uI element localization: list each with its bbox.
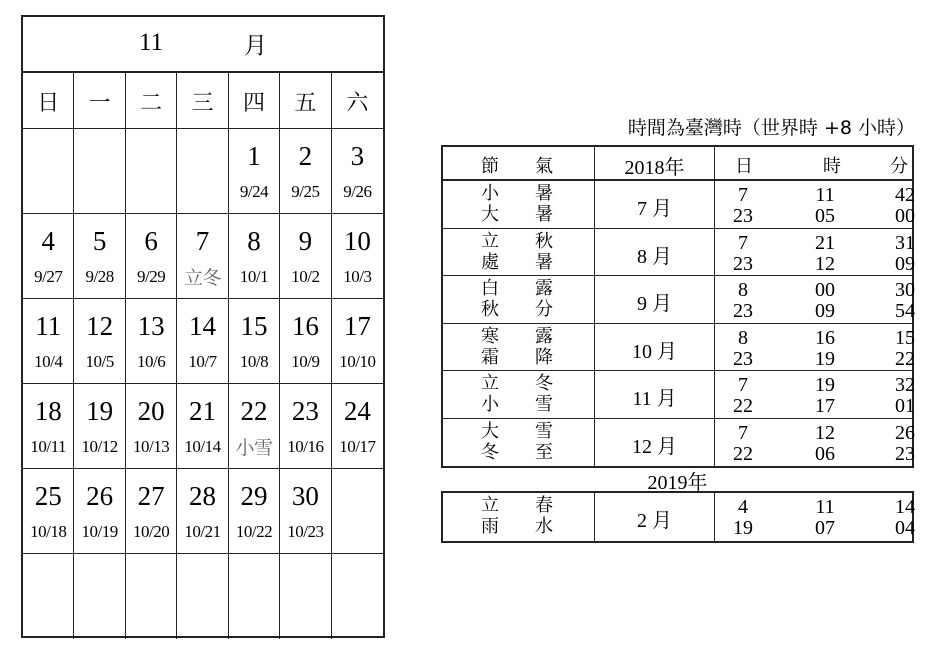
day-number: 11: [35, 311, 62, 341]
term-char: 冬: [481, 441, 499, 463]
day-value: 8: [738, 326, 748, 349]
hour-value: 17: [815, 395, 835, 417]
calendar-month-header: [23, 17, 383, 73]
day-cell: [280, 214, 331, 298]
day-number: 17: [343, 311, 371, 341]
header-term-b: 氣: [535, 156, 553, 177]
term-char: 雨: [481, 516, 499, 537]
term-char: 水: [535, 516, 553, 537]
day-value: 23: [733, 300, 753, 322]
hour-value: 16: [815, 326, 835, 349]
term-name: [481, 348, 553, 368]
day-cell: [280, 554, 331, 639]
day-cell: [74, 214, 125, 298]
minute-value: 31: [895, 231, 915, 254]
term-name: [481, 496, 553, 516]
day-cell: [126, 129, 177, 213]
time-cell: [715, 371, 915, 418]
term-char: 白: [481, 278, 499, 299]
term-char: 霜: [481, 346, 499, 368]
term-char: 小: [481, 183, 499, 204]
term-char: 立: [481, 230, 499, 252]
lunar-date: 10/9: [291, 352, 320, 371]
table-row: [443, 229, 915, 277]
lunar-date: 9/26: [343, 182, 372, 201]
day-cell: [332, 469, 383, 553]
day-value: 4: [738, 496, 748, 518]
day-value: 7: [738, 421, 748, 444]
minute-value: 22: [895, 347, 915, 370]
week-row: [23, 384, 383, 469]
month-value: 8 月: [637, 245, 672, 268]
weekday-cell: [332, 73, 383, 128]
day-cell: [177, 384, 228, 468]
day-cell: [74, 129, 125, 213]
hour-value: 00: [815, 279, 835, 301]
day-number: 23: [291, 396, 319, 426]
day-value: 22: [733, 442, 753, 465]
month-cell: [595, 419, 715, 467]
minute-value: 04: [895, 517, 915, 539]
day-value: 22: [733, 395, 753, 417]
term-char: 冬: [535, 373, 553, 394]
weekday-label: 日: [37, 91, 60, 116]
day-cell: [229, 129, 280, 213]
hour-value: 05: [815, 205, 835, 227]
lunar-date: 10/18: [30, 522, 67, 541]
term-char: 秋: [481, 299, 499, 320]
day-number: 3: [350, 141, 365, 171]
day-cell: [74, 469, 125, 553]
lunar-date: 10/7: [188, 352, 217, 371]
hour-value: 19: [815, 347, 835, 370]
weekday-header-row: [23, 73, 383, 129]
day-cell: [126, 214, 177, 298]
minute-value: 32: [895, 374, 915, 396]
lunar-date: 10/12: [81, 437, 118, 456]
lunar-date: 10/20: [132, 522, 170, 541]
term-char: 立: [481, 495, 499, 516]
lunar-date: 10/21: [184, 522, 221, 541]
lunar-date: 10/4: [34, 352, 63, 371]
day-number: 22: [240, 396, 268, 426]
minute-value: 54: [895, 300, 915, 322]
minute-value: 01: [895, 395, 915, 417]
term-name: [481, 422, 553, 442]
day-value: 23: [733, 347, 753, 370]
table-row: [443, 324, 915, 372]
term-name: [481, 395, 553, 415]
time-cell: [715, 493, 915, 541]
solar-term-label: 小雪: [235, 437, 273, 459]
table-body-2019: [443, 493, 915, 541]
day-number: 19: [86, 396, 114, 426]
lunar-date: 10/8: [239, 352, 269, 371]
weekday-label: 五: [294, 91, 317, 116]
day-number: 24: [343, 396, 371, 426]
month-cell: [595, 371, 715, 418]
month-cell: [595, 324, 715, 371]
term-cell: [443, 324, 595, 371]
minute-value: 15: [895, 326, 915, 349]
day-number: 8: [247, 226, 261, 256]
day-number: 21: [189, 396, 217, 426]
term-char: 露: [535, 325, 553, 347]
header-hour: 時: [823, 156, 841, 177]
term-char: 處: [481, 251, 499, 273]
day-cell: [23, 554, 74, 639]
day-cell: [177, 469, 228, 553]
term-cell: [443, 371, 595, 418]
day-cell: [229, 214, 280, 298]
term-char: 露: [535, 278, 553, 299]
weekday-label: 二: [140, 91, 163, 116]
term-name: [481, 443, 553, 463]
lunar-date: 10/3: [343, 267, 372, 286]
day-cell: [229, 384, 280, 468]
lunar-date: 9/24: [239, 182, 269, 201]
lunar-date: 9/28: [85, 267, 114, 286]
day-cell: [332, 384, 383, 468]
term-cell: [443, 229, 595, 276]
day-number: 10: [343, 226, 371, 256]
lunar-date: 10/2: [291, 267, 320, 286]
table-row: [443, 371, 915, 419]
day-cell: [280, 384, 331, 468]
hour-value: 07: [815, 517, 835, 539]
day-cell: [332, 554, 383, 639]
term-name: [481, 232, 553, 252]
lunar-date: 10/5: [85, 352, 114, 371]
lunar-date: 10/13: [132, 437, 170, 456]
header-term-a: 節: [481, 156, 499, 177]
day-cell: [229, 469, 280, 553]
day-cell: [332, 129, 383, 213]
day-number: 29: [240, 481, 268, 511]
hour-value: 21: [815, 231, 835, 254]
day-number: 12: [86, 311, 114, 341]
weekday-label: 一: [88, 91, 111, 116]
calendar-grid: [23, 73, 383, 639]
weekday-cell: [23, 73, 74, 128]
term-char: 至: [535, 441, 553, 463]
timezone-caption: 時間為臺灣時（世界時 +8 小時）: [627, 117, 915, 139]
day-number: 1: [247, 141, 261, 171]
term-cell: [443, 419, 595, 467]
day-number: 26: [86, 481, 114, 511]
table-body-2018: [443, 181, 915, 466]
day-cell: [126, 384, 177, 468]
minute-value: 42: [895, 184, 915, 206]
week-row: [23, 214, 383, 299]
term-char: 大: [481, 420, 499, 442]
lunar-date: 10/22: [235, 522, 273, 541]
day-value: 8: [738, 279, 748, 301]
month-cell: [595, 493, 715, 541]
month-value: 2 月: [637, 510, 672, 532]
term-name: [481, 517, 553, 537]
lunar-date: 10/6: [136, 352, 166, 371]
term-char: 小: [481, 394, 499, 415]
day-cell: [23, 214, 74, 298]
minute-value: 26: [895, 421, 915, 444]
day-value: 7: [738, 184, 748, 206]
day-cell: [74, 384, 125, 468]
header-year-label: 2018年: [624, 157, 685, 179]
day-number: 20: [137, 396, 165, 426]
weekday-label: 四: [242, 91, 265, 116]
term-char: 雪: [535, 394, 553, 415]
header-time: [715, 147, 912, 179]
weekday-label: 三: [191, 91, 214, 116]
term-name: [481, 300, 553, 320]
month-cell: [595, 229, 715, 276]
day-number: 27: [137, 481, 165, 511]
hour-value: 09: [815, 300, 835, 322]
day-number: 16: [291, 311, 319, 341]
header-day: 日: [735, 156, 753, 177]
day-number: 28: [189, 481, 217, 511]
hour-value: 11: [815, 496, 835, 518]
day-number: 7: [195, 226, 210, 256]
hour-value: 11: [815, 184, 835, 206]
lunar-date: 9/27: [34, 267, 63, 286]
month-value: 10 月: [632, 340, 677, 363]
day-cell: [126, 299, 177, 383]
month-cell: [595, 276, 715, 323]
table-row: [443, 493, 915, 541]
lunar-date: 10/19: [81, 522, 118, 541]
day-cell: [177, 129, 228, 213]
day-cell: [23, 469, 74, 553]
day-number: 25: [34, 481, 62, 511]
week-row: [23, 129, 383, 214]
week-row: [23, 469, 383, 554]
term-name: [481, 205, 553, 225]
term-cell: [443, 276, 595, 323]
month-calendar: [21, 15, 385, 638]
lunar-date: 10/23: [287, 522, 324, 541]
lunar-date: 9/29: [136, 267, 166, 286]
week-row: [23, 554, 383, 639]
weekday-cell: [177, 73, 228, 128]
term-char: 春: [535, 495, 553, 516]
day-cell: [177, 214, 228, 298]
day-cell: [229, 299, 280, 383]
month-value: 11 月: [632, 388, 677, 410]
header-term: [443, 147, 595, 179]
minute-value: 09: [895, 252, 915, 275]
time-cell: [715, 276, 915, 323]
time-cell: [715, 324, 915, 371]
term-char: 暑: [535, 183, 553, 204]
day-cell: [229, 554, 280, 639]
day-cell: [177, 299, 228, 383]
weekday-label: 六: [346, 91, 369, 116]
time-cell: [715, 229, 915, 276]
day-number: 2: [298, 141, 313, 171]
weekday-cell: [126, 73, 177, 128]
day-cell: [23, 384, 74, 468]
day-cell: [74, 299, 125, 383]
month-value: 9 月: [637, 293, 672, 315]
hour-value: 12: [815, 252, 835, 275]
term-char: 寒: [481, 325, 499, 347]
lunar-date: 10/17: [339, 437, 376, 456]
lunar-date: 10/10: [339, 352, 376, 371]
hour-value: 19: [815, 374, 835, 396]
lunar-date: 10/11: [30, 437, 67, 456]
hour-value: 06: [815, 442, 835, 465]
term-name: [481, 253, 553, 273]
solar-term-label: 立冬: [184, 267, 222, 289]
day-number: 18: [34, 396, 62, 426]
day-cell: [23, 299, 74, 383]
day-number: 9: [298, 226, 313, 256]
solar-terms-table-2018: [441, 145, 914, 468]
minute-value: 23: [895, 442, 915, 465]
minute-value: 00: [895, 205, 915, 227]
term-name: [481, 374, 553, 394]
day-value: 7: [738, 374, 748, 396]
day-cell: [280, 299, 331, 383]
day-number: 14: [189, 311, 217, 341]
term-char: 立: [481, 373, 499, 394]
lunar-date: 10/16: [287, 437, 324, 456]
day-cell: [280, 469, 331, 553]
day-number: 13: [137, 311, 165, 341]
term-char: 暑: [535, 204, 553, 225]
header-minute: 分: [890, 156, 908, 177]
solar-terms-table-2019: [441, 491, 914, 543]
term-cell: [443, 181, 595, 228]
term-char: 分: [535, 299, 553, 320]
table-row: [443, 419, 915, 467]
weekday-cell: [229, 73, 280, 128]
day-cell: [23, 129, 74, 213]
day-cell: [126, 554, 177, 639]
lunar-date: 9/25: [291, 182, 320, 201]
month-label: 月: [244, 33, 267, 59]
day-number: 4: [41, 226, 55, 256]
day-cell: [126, 469, 177, 553]
term-char: 暑: [535, 251, 553, 273]
month-value: 7 月: [637, 198, 672, 220]
term-name: [481, 327, 553, 347]
term-cell: [443, 493, 595, 541]
term-char: 大: [481, 204, 499, 225]
lunar-date: 10/1: [239, 267, 269, 286]
minute-value: 14: [895, 496, 915, 518]
day-value: 19: [733, 517, 753, 539]
lunar-date: 10/14: [184, 437, 221, 456]
day-cell: [74, 554, 125, 639]
month-number: 11: [139, 29, 164, 56]
day-value: 7: [738, 231, 748, 254]
day-value: 23: [733, 205, 753, 227]
table-row: [443, 181, 915, 229]
month-cell: [595, 181, 715, 228]
day-cell: [332, 299, 383, 383]
day-number: 6: [144, 226, 158, 256]
term-char: 降: [535, 346, 553, 368]
day-cell: [280, 129, 331, 213]
term-char: 雪: [535, 420, 553, 442]
time-cell: [715, 181, 915, 228]
table-header-row: [443, 147, 912, 181]
weekday-cell: [280, 73, 331, 128]
header-year: [595, 147, 715, 179]
term-char: 秋: [535, 230, 553, 252]
table-row: [443, 276, 915, 324]
week-row: [23, 299, 383, 384]
day-number: 30: [291, 481, 319, 511]
day-number: 15: [240, 311, 268, 341]
day-number: 5: [92, 226, 107, 256]
term-name: [481, 279, 553, 299]
day-value: 23: [733, 252, 753, 275]
weekday-cell: [74, 73, 125, 128]
hour-value: 12: [815, 421, 835, 444]
time-cell: [715, 419, 915, 467]
term-name: [481, 184, 553, 204]
minute-value: 30: [895, 279, 915, 301]
day-cell: [177, 554, 228, 639]
month-value: 12 月: [632, 435, 677, 458]
year-2019-label: 2019年: [647, 472, 708, 494]
day-cell: [332, 214, 383, 298]
